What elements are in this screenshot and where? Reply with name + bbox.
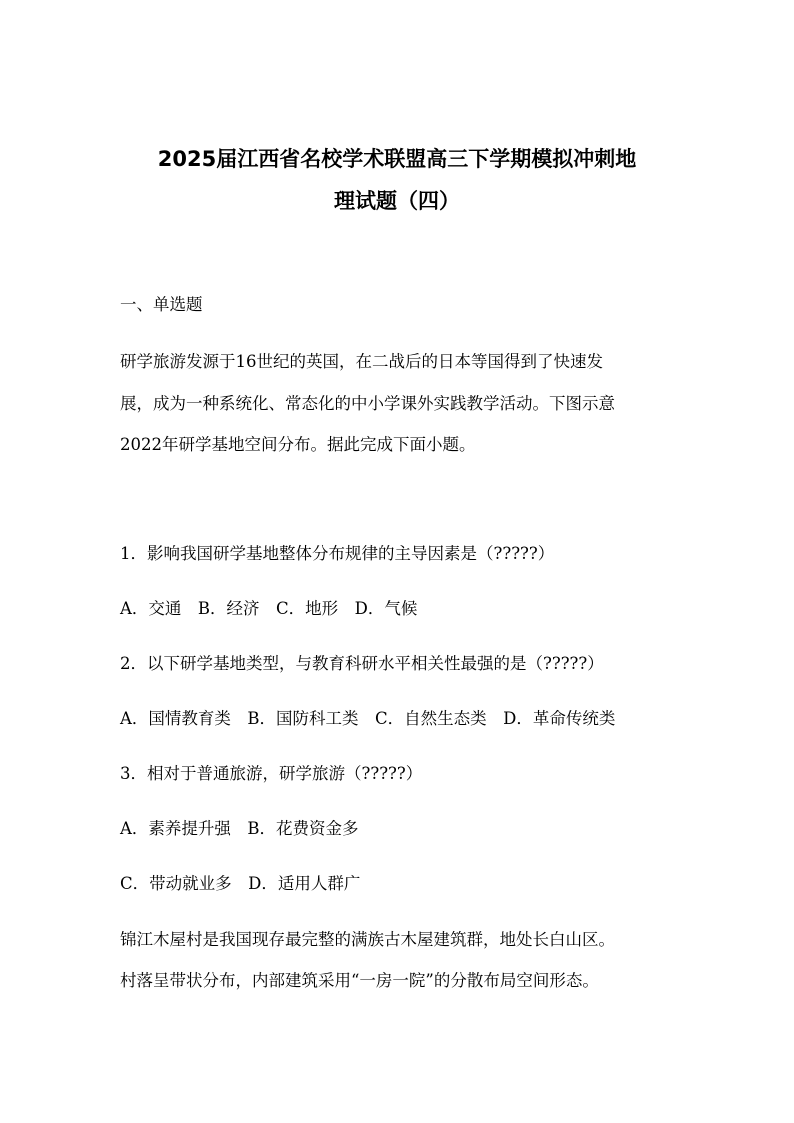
question-1-stem: 1．影响我国研学基地整体分布规律的主导因素是（?????） <box>120 544 555 563</box>
passage-1-line-3: 2022年研学基地空间分布。据此完成下面小题。 <box>120 435 476 454</box>
passage-1-line-1: 研学旅游发源于16世纪的英国，在二战后的日本等国得到了快速发 <box>120 352 603 371</box>
passage-2-line-1: 锦江木屋村是我国现存最完整的满族古木屋建筑群，地处长白山区。 <box>120 930 615 949</box>
question-2-options: A．国情教育类 B．国防科工类 C．自然生态类 D．革命传统类 <box>120 709 616 728</box>
question-3-options-row-1: A．素养提升强 B．花费资金多 <box>120 819 359 838</box>
passage-2-line-2: 村落呈带状分布，内部建筑采用“一房一院”的分散布局空间形态。 <box>120 971 599 990</box>
question-2-stem: 2．以下研学基地类型，与教育科研水平相关性最强的是（?????） <box>120 654 604 673</box>
question-1-options: A．交通 B．经济 C．地形 D．气候 <box>120 599 418 618</box>
document-title-line-2: 理试题（四） <box>334 189 460 213</box>
document-title-line-1: 2025届江西省名校学术联盟高三下学期模拟冲刺地 <box>157 147 637 171</box>
question-3-stem: 3．相对于普通旅游，研学旅游（?????） <box>120 764 423 783</box>
section-heading: 一、单选题 <box>120 295 203 314</box>
passage-1-line-2: 展，成为一种系统化、常态化的中小学课外实践教学活动。下图示意 <box>120 394 615 413</box>
question-3-options-row-2: C．带动就业多 D．适用人群广 <box>120 874 361 893</box>
